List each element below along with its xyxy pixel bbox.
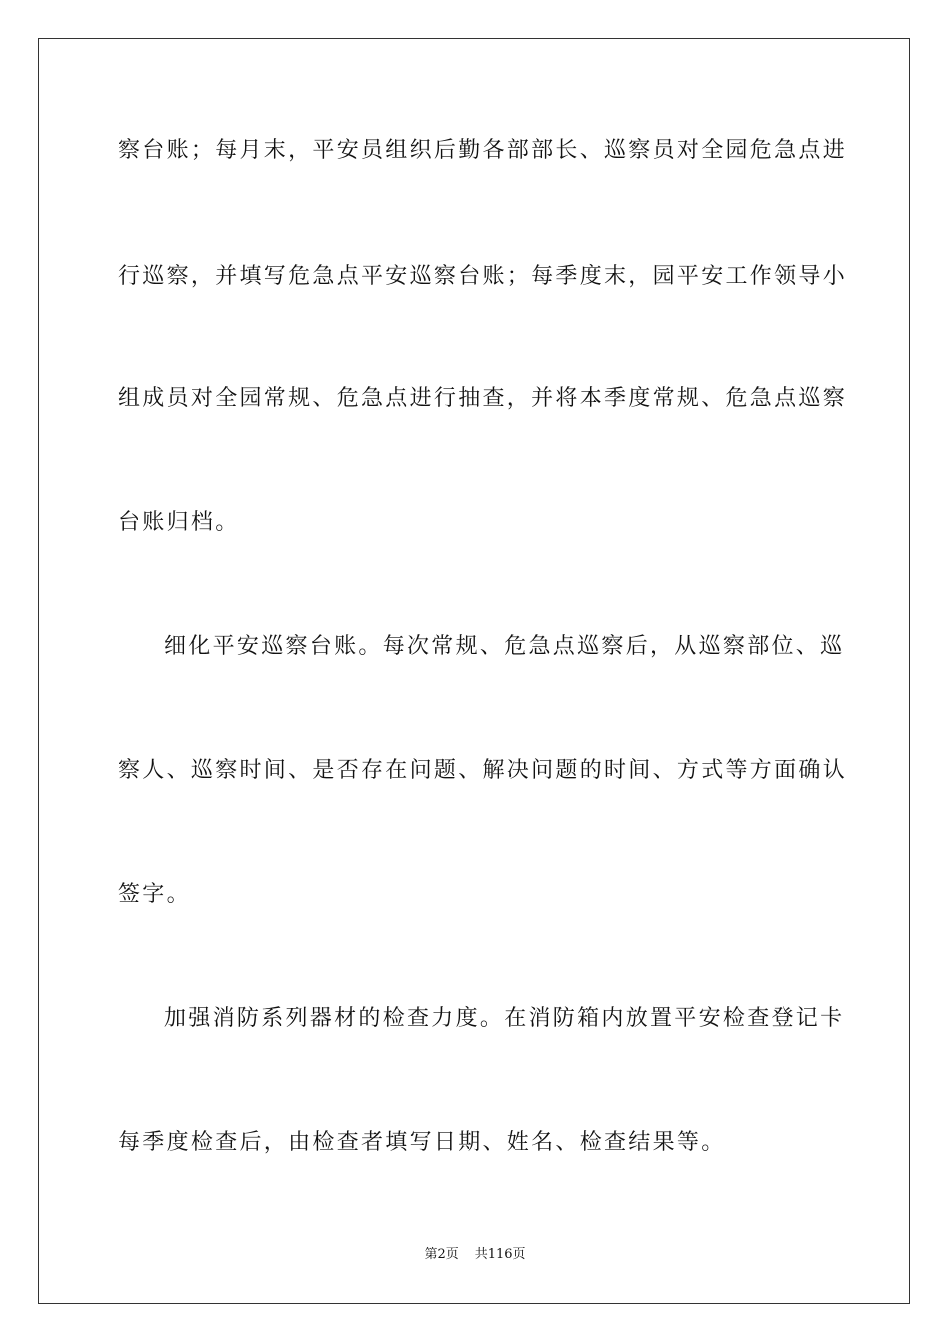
paragraph-line-9: 每季度检查后，由检查者填写日期、姓名、检查结果等。 [118,1130,726,1155]
paragraph-line-1: 察台账；每月末，平安员组织后勤各部部长、巡察员对全园危急点进 [118,138,848,163]
page-number: 第2页 [424,1247,459,1262]
page-footer [0,1246,950,1264]
paragraph-line-3: 组成员对全园常规、危急点进行抽查，并将本季度常规、危急点巡察 [118,386,848,411]
paragraph-line-8: 加强消防系列器材的检查力度。在消防箱内放置平安检查登记卡 [164,1006,845,1031]
page-total: 共116页 [474,1247,526,1262]
paragraph-line-7: 签字。 [118,882,191,907]
paragraph-line-4: 台账归档。 [118,510,240,535]
paragraph-line-5: 细化平安巡察台账。每次常规、危急点巡察后，从巡察部位、巡 [164,634,845,659]
paragraph-line-2: 行巡察，并填写危急点平安巡察台账；每季度末，园平安工作领导小 [118,264,848,289]
page-border [38,38,910,1304]
paragraph-line-6: 察人、巡察时间、是否存在问题、解决问题的时间、方式等方面确认 [118,758,848,783]
